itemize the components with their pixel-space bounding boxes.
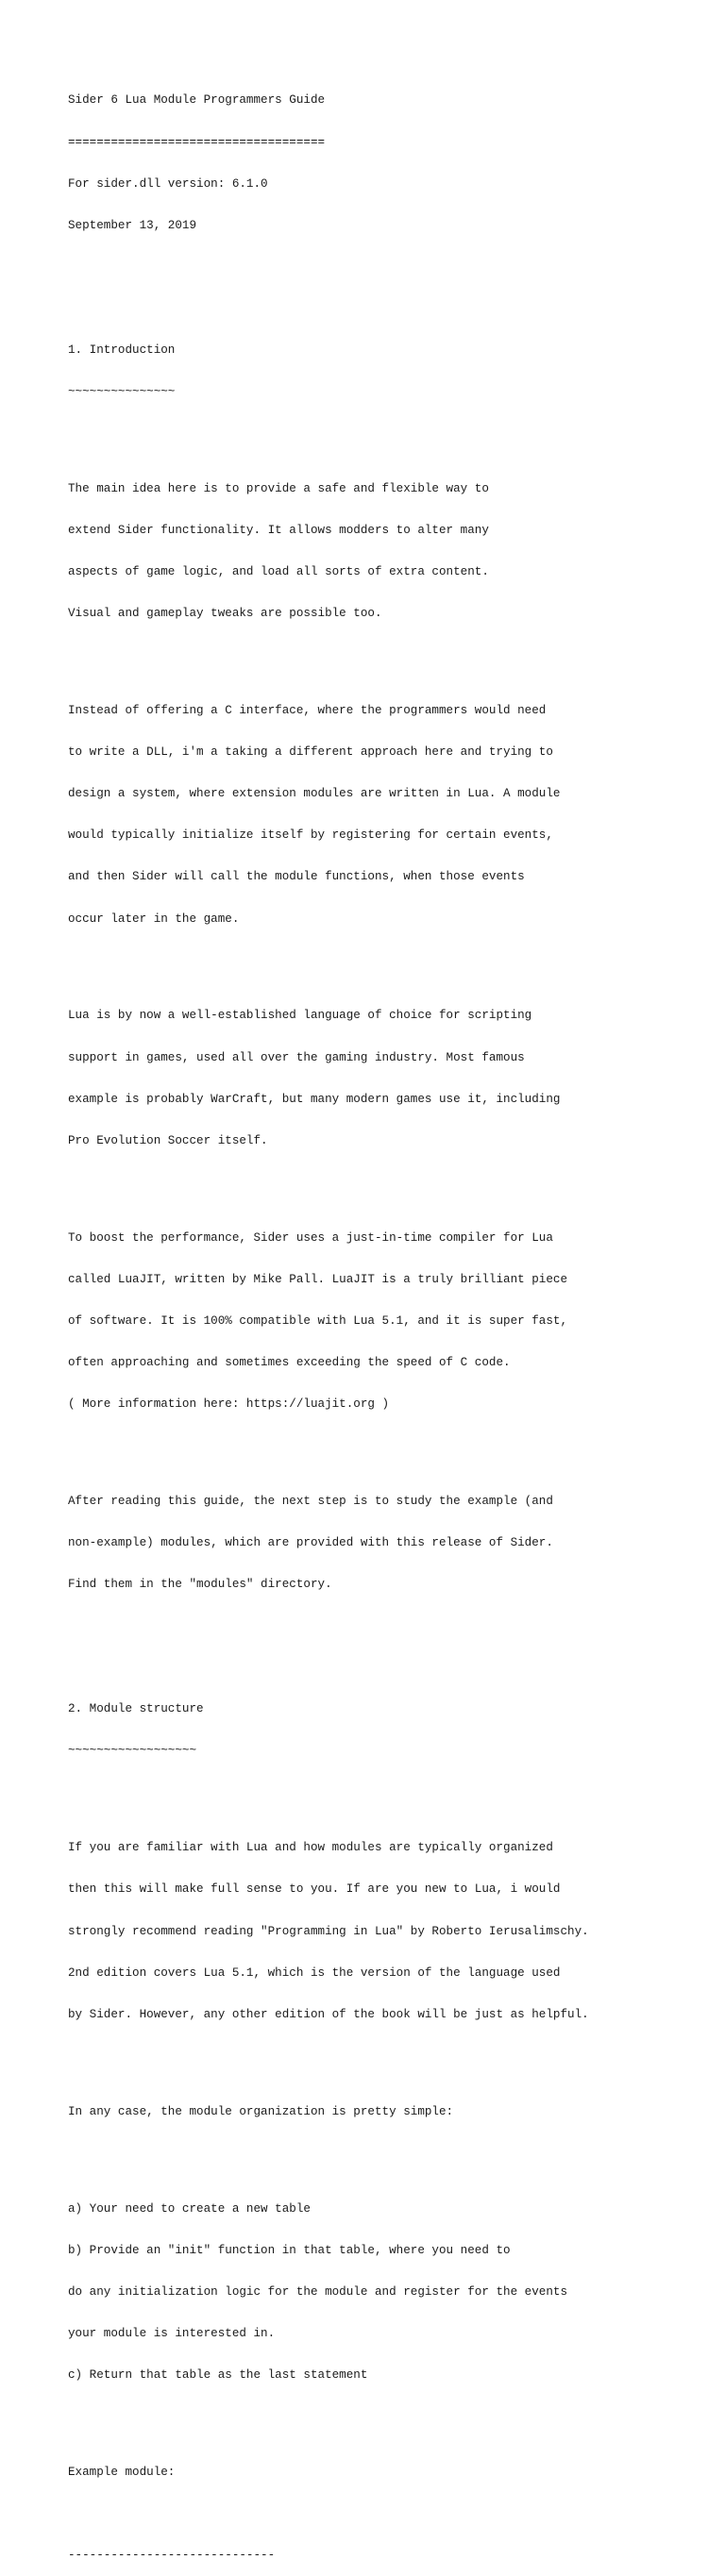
paragraph-line: Pro Evolution Soccer itself. bbox=[68, 1133, 268, 1147]
paragraph-line: The main idea here is to provide a safe and flexible way to bbox=[68, 481, 489, 495]
paragraph-line: design a system, where extension modules are written in Lua. A module bbox=[68, 787, 561, 801]
paragraph-line: would typically initialize itself by registering for certain events, bbox=[68, 828, 553, 843]
list-item: c) Return that table as the last statement bbox=[68, 2367, 368, 2382]
paragraph-line: In any case, the module organization is pretty simple: bbox=[68, 2104, 454, 2118]
paragraph-line: non-example) modules, which are provided with this release of Sider. bbox=[68, 1536, 553, 1549]
paragraph-line: often approaching and sometimes exceeding the speed of C code. bbox=[68, 1355, 511, 1369]
doc-date: September 13, 2019 bbox=[68, 218, 197, 232]
paragraph-line: by Sider. However, any other edition of the book will be just as helpful. bbox=[68, 2007, 589, 2021]
paragraph-line: If you are familiar with Lua and how modules are typically organized bbox=[68, 1841, 553, 1855]
paragraph-line: to write a DLL, i'm a taking a different approach here and trying to bbox=[68, 745, 553, 760]
example-label: Example module: bbox=[68, 2465, 176, 2479]
paragraph-line: and then Sider will call the module functions, when those events bbox=[68, 870, 525, 884]
doc-title-rule: ==================================== bbox=[68, 135, 326, 149]
paragraph-line: called LuaJIT, written by Mike Pall. LuaJIT is a truly brilliant piece bbox=[68, 1272, 568, 1286]
list-item: b) Provide an "init" function in that table, where you need to bbox=[68, 2243, 511, 2257]
paragraph-line: strongly recommend reading "Programming in Lua" by Roberto Ierusalimschy. bbox=[68, 1924, 589, 1938]
section1-underline: ~~~~~~~~~~~~~~~ bbox=[68, 385, 176, 399]
paragraph-line: Lua is by now a well-established language of choice for scripting bbox=[68, 1009, 532, 1023]
list-item: a) Your need to create a new table bbox=[68, 2201, 311, 2216]
paragraph-line: After reading this guide, the next step is to study the example (and bbox=[68, 1494, 553, 1508]
paragraph-line: Find them in the "modules" directory. bbox=[68, 1578, 332, 1592]
paragraph-line: To boost the performance, Sider uses a just-in-time compiler for Lua bbox=[68, 1230, 553, 1245]
paragraph-line: example is probably WarCraft, but many modern games use it, including bbox=[68, 1092, 561, 1106]
doc-version: For sider.dll version: 6.1.0 bbox=[68, 176, 268, 191]
list-item: do any initialization logic for the module and register for the events bbox=[68, 2284, 568, 2299]
paragraph-line: then this will make full sense to you. If are you new to Lua, i would bbox=[68, 1882, 561, 1897]
section1-heading: 1. Introduction bbox=[68, 343, 176, 357]
example-rule: ----------------------------- bbox=[68, 2548, 276, 2562]
paragraph-line: of software. It is 100% compatible with Lua 5.1, and it is super fast, bbox=[68, 1313, 568, 1328]
document-page bbox=[68, 66, 691, 2576]
section2-underline: ~~~~~~~~~~~~~~~~~~ bbox=[68, 1744, 197, 1758]
section2-heading: 2. Module structure bbox=[68, 1702, 204, 1716]
paragraph-line: support in games, used all over the gaming industry. Most famous bbox=[68, 1050, 525, 1064]
paragraph-line: 2nd edition covers Lua 5.1, which is the version of the language used bbox=[68, 1965, 561, 1980]
paragraph-line: Instead of offering a C interface, where the programmers would need bbox=[68, 704, 547, 718]
doc-title: Sider 6 Lua Module Programmers Guide bbox=[68, 93, 326, 108]
paragraph-line: aspects of game logic, and load all sorts of extra content. bbox=[68, 565, 489, 579]
paragraph-line: occur later in the game. bbox=[68, 912, 240, 926]
paragraph-line: extend Sider functionality. It allows modders to alter many bbox=[68, 524, 489, 538]
luajit-info-line: ( More information here: https://luajit.org ) bbox=[68, 1397, 390, 1412]
paragraph-line: Visual and gameplay tweaks are possible too. bbox=[68, 607, 382, 621]
list-item: your module is interested in. bbox=[68, 2326, 276, 2340]
